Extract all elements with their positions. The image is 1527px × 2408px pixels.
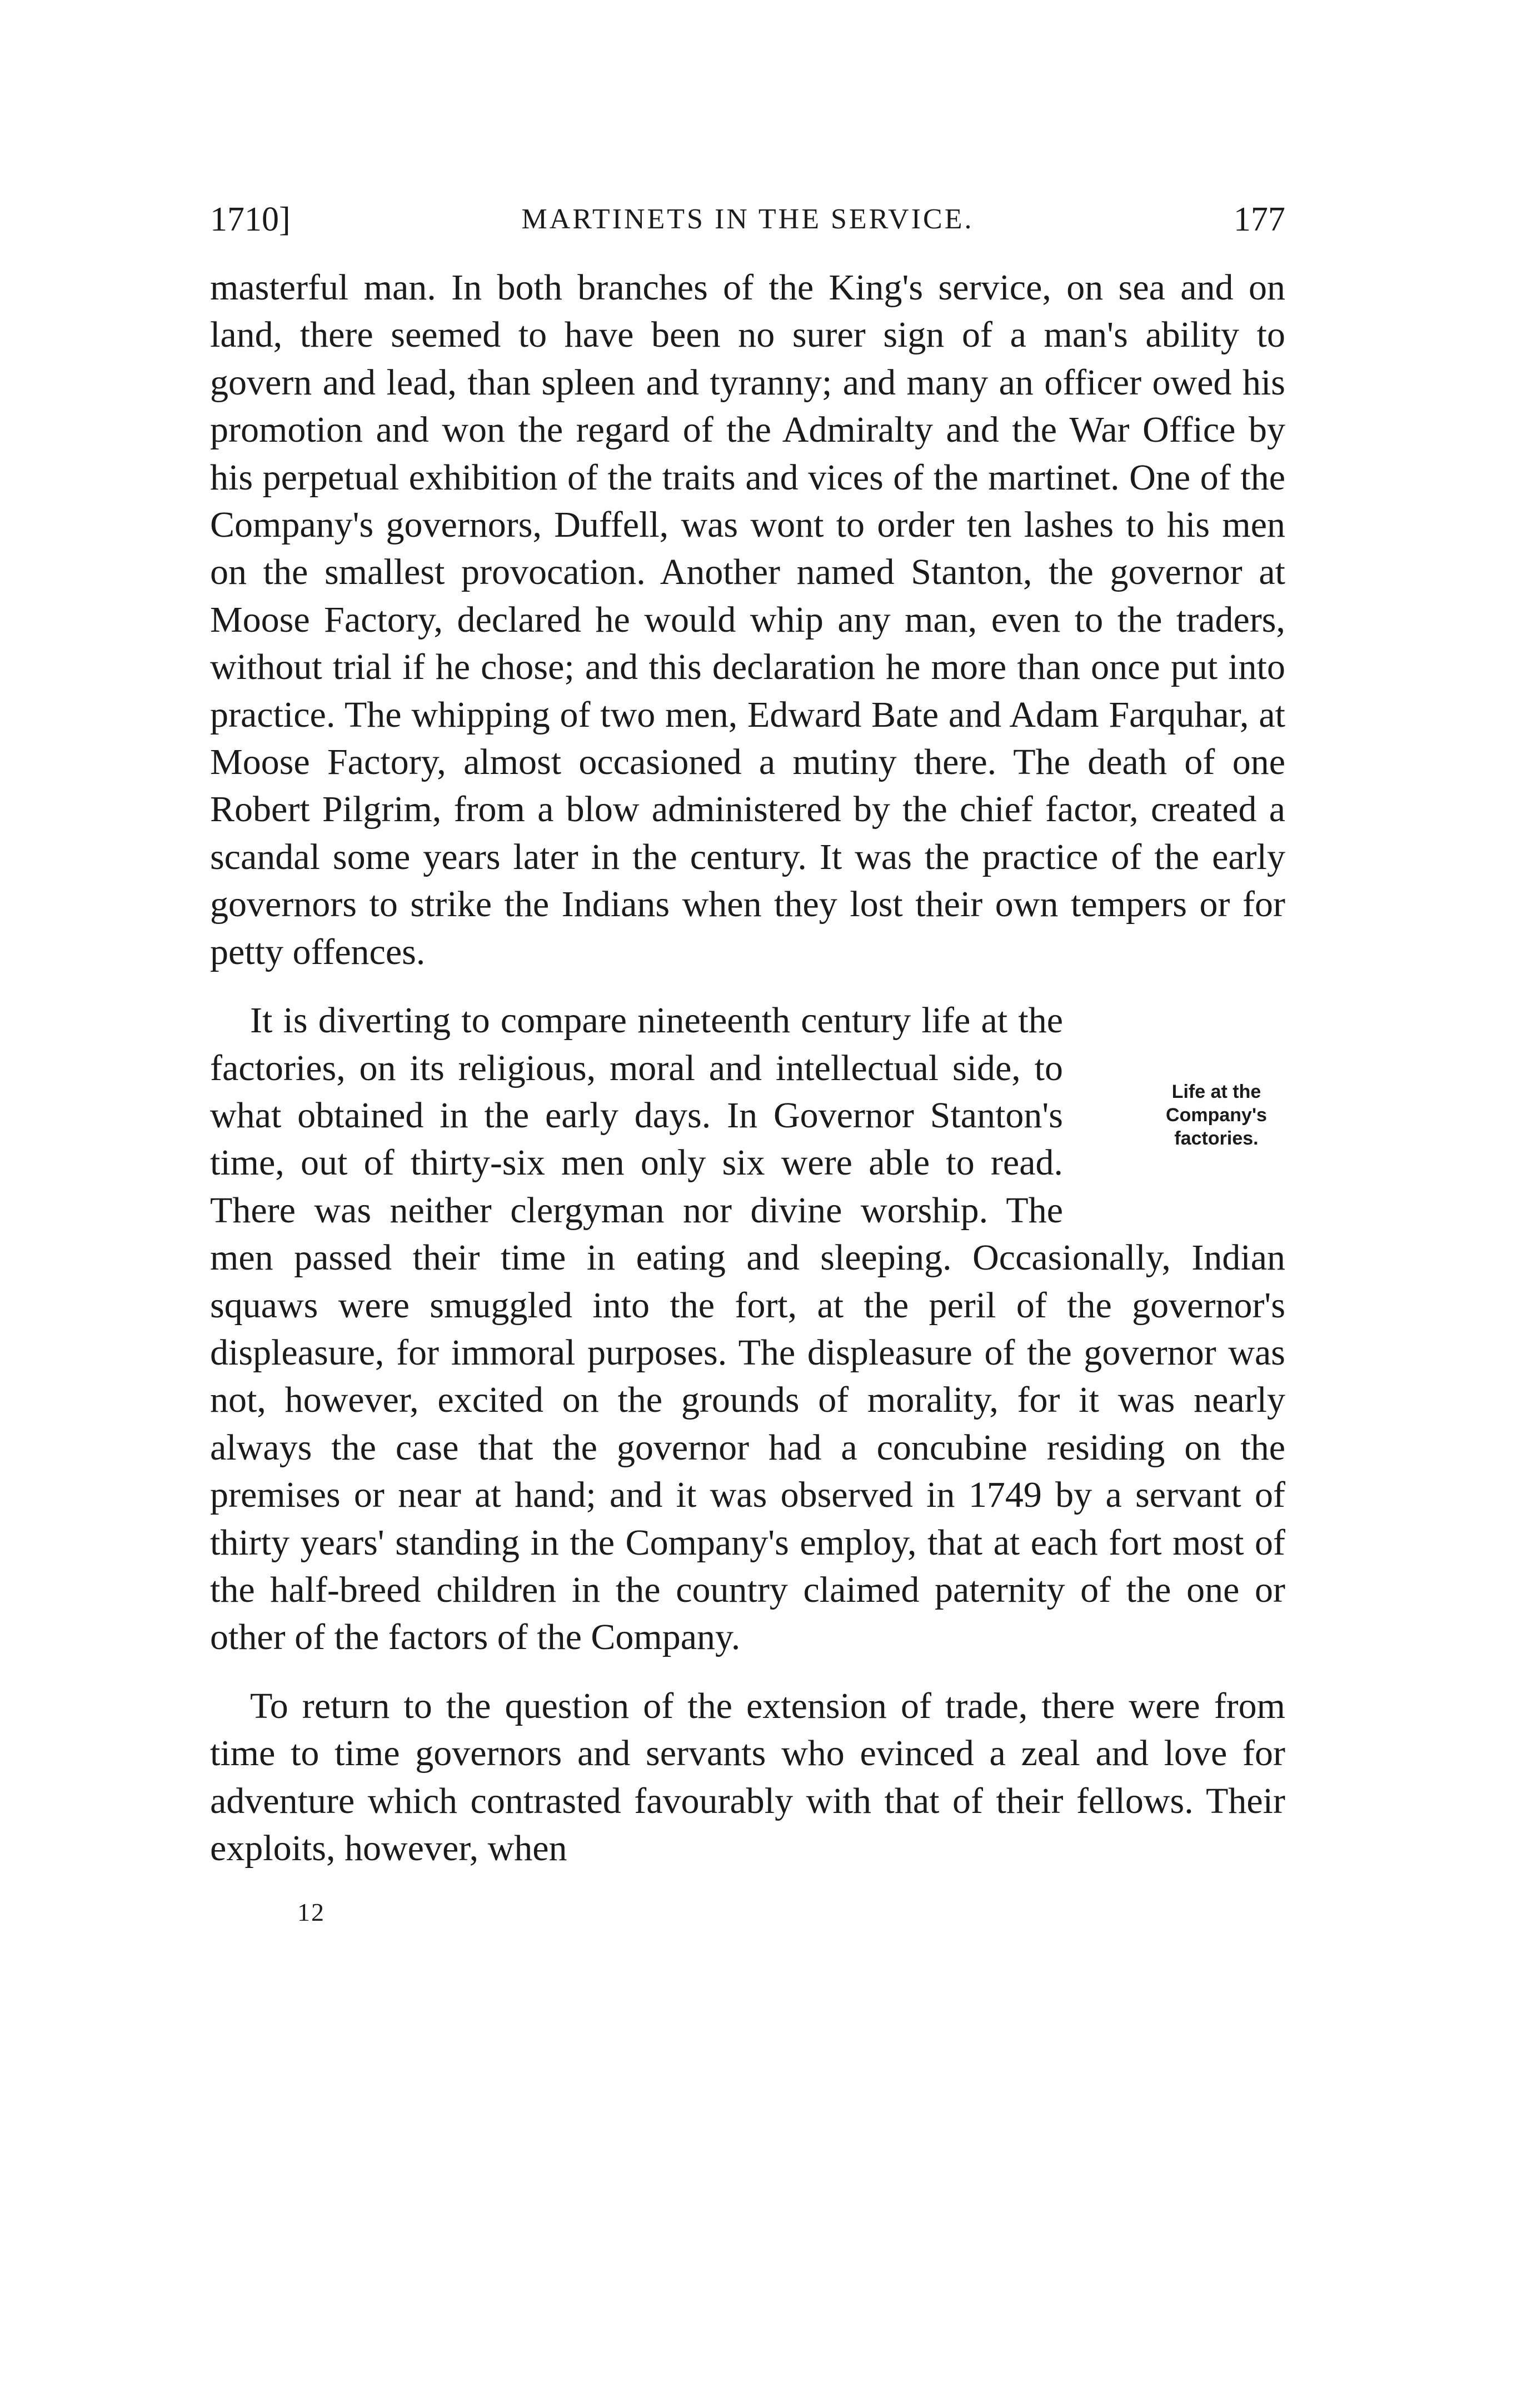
paragraph-2: It is diverting to compare nineteenth century life at the factories, on its religious, moral and intellectual side, to what obtained in the early days. In Governor Stanton's time, out of thirty-six men only six were able to read. There was neither clergyman nor divine worship. The men passed their time in eating and sleeping. Occasionally, Indian squaws were smuggled into the fort, at the peril of the governor's displeasure, for immoral purposes. The displeasure of the governor was not, however, excited on the grounds of morality, for it was nearly always the case that the governor had a concubine residing on the premises or near at hand; and it was observed in 1749 by a servant of thirty years' standing in the Company's employ, that at each fort most of the half-breed children in the country claimed paternity of the one or other of the factors of the Company. — [210, 1000, 1285, 1658]
signature-mark: 12 — [297, 1898, 325, 1926]
paragraph-1: masterful man. In both branches of the King's service, on sea and on land, there seemed to have been no surer sign of a man's ability to govern and lead, than spleen and tyranny; and many an officer owed his promotion and won the regard of the Admiralty and the War Office by his perpetual exhibition of the traits and vices of the martinet. One of the Company's governors, Duffell, was wont to order ten lashes to his men on the smallest provocation. Another named Stanton, the governor at Moose Factory, declared he would whip any man, even to the traders, without trial if he chose; and this declaration he more than once put into practice. The whipping of two men, Edward Bate and Adam Farquhar, at Moose Factory, almost occasioned a mutiny there. The death of one Robert Pilgrim, from a blow administered by the chief factor, created a scandal some years later in the century. It was the practice of the early governors to strike the Indians when they lost their own tempers or for petty offences. — [210, 267, 1285, 972]
header-year: 1710] — [210, 201, 291, 238]
paragraph-2-container — [210, 997, 1285, 1661]
marginal-note-line-2: Company's — [1166, 1105, 1267, 1126]
running-head — [210, 194, 1285, 244]
marginal-note-line-1: Life at the — [1171, 1081, 1261, 1103]
marginal-note — [1107, 1080, 1285, 1225]
paragraph-3: To return to the question of the extension of trade, there were from time to time governors and servants who evinced a zeal and love for adventure which contrasted favourably with that of their fellows. Their exploits, however, when — [210, 1685, 1285, 1869]
page-number: 177 — [1234, 201, 1285, 238]
body-text — [210, 264, 1285, 1872]
header-title: MARTINETS IN THE SERVICE. — [521, 203, 974, 235]
marginal-note-line-3: factories. — [1174, 1128, 1259, 1150]
